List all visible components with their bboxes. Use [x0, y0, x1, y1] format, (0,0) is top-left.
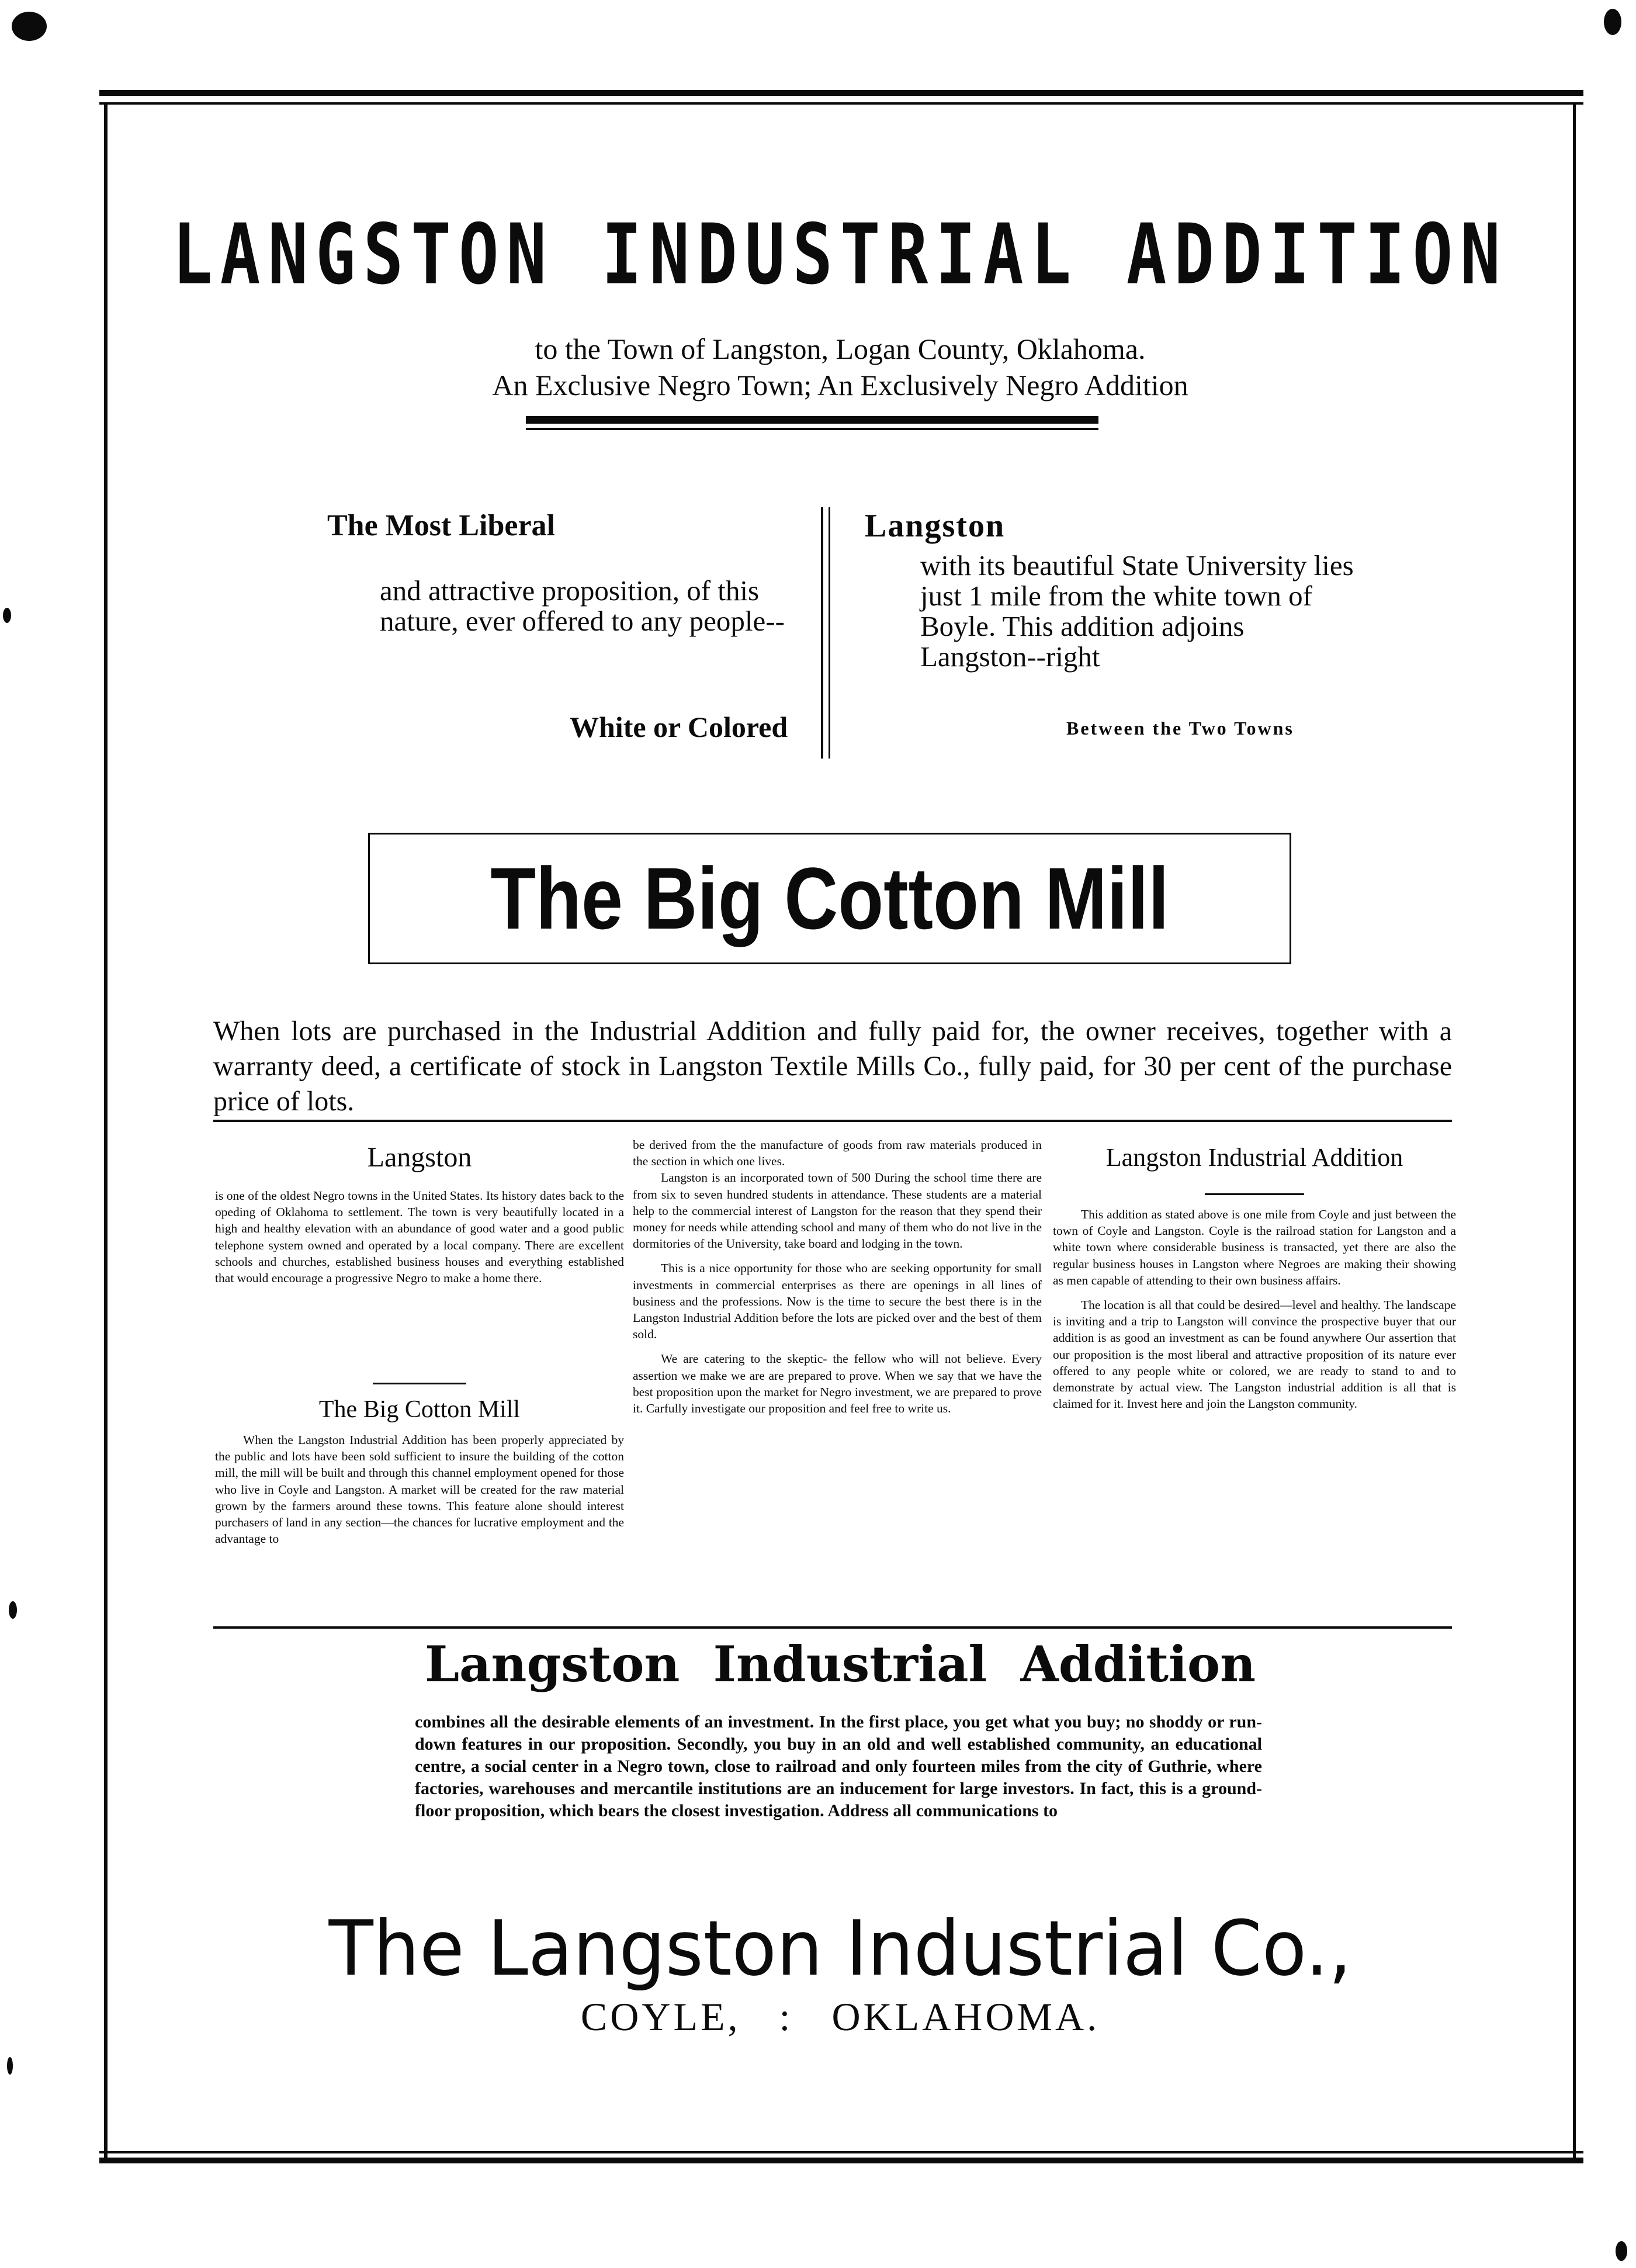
column1-subparagraph [215, 1432, 624, 1547]
scan-speck [12, 12, 47, 41]
column2-p1: be derived from the the manufacture of goods from raw materials produced in the section in which one lives. [633, 1138, 1042, 1169]
company-name: The Langston Industrial Co., [328, 1904, 1352, 1993]
subheading-line-1: to the Town of Langston, Logan County, Oklahoma. [535, 333, 1146, 365]
column2-p3: This is a nice opportunity for those who are seeking opportunity for small investments in commercial enterprises as there are openings in all lines of business and the professions. Now is the time to secure the best there is in the Langston Industrial Addition before the lots are picked over and the best of them sold. [633, 1261, 1042, 1342]
scan-speck [9, 1601, 17, 1619]
column3 [1053, 1206, 1456, 1412]
top-border-thick [99, 90, 1583, 96]
column1-subtext: When the Langston Industrial Addition has been properly appreciated by the public and lots have been sold sufficient to insure the building of the cotton mill, the mill will be built and through this channel employment opened for those who live in Coyle and Langston. A market will be created for the raw material grown by the farmers around these towns. This feature alone should interest purchasers of land in any section—the chances for lucrative employment and the advantage to [215, 1433, 624, 1546]
addition-body: combines all the desirable elements of an investment. In the first place, you get what you buy; no shoddy or run-down features in our proposition. Secondly, you buy in an old and well established community, an educational centre, a social center in a Negro town, close to railroad and only fourteen miles from the city of Guthrie, where factories, warehouses and mercantile institutions are an inducement for large investors. In fact, this is a ground-floor proposition, which bears the closest investigation. Address all communications to [415, 1712, 1262, 1820]
lots-paragraph: When lots are purchased in the Industrial Addition and fully paid for, the owner receives, together with a warranty deed, a certificate of stock in Langston Textile Mills Co., fully paid, for 30 per cent of the purchase price of lots. [213, 1016, 1452, 1117]
scan-speck [1616, 2241, 1627, 2261]
column2 [633, 1137, 1042, 1417]
subheading-rule-thin [526, 428, 1098, 430]
liberal-body: and attractive proposition, of this nature, ever offered to any people-- [380, 574, 785, 637]
subheading-rule-thick [526, 416, 1098, 424]
scan-speck [7, 2057, 13, 2075]
column1-heading: Langston [367, 1142, 472, 1173]
scan-speck [3, 608, 11, 623]
column3-p1: This addition as stated above is one mile from Coyle and just between the town of Coyle and Langston. Coyle is the railroad station for Langston and a white town where considerable business is transacted, yet there are also the regular business houses in Langston where Negroes are making their showing as men capable of attending to their own business affairs. [1053, 1207, 1456, 1287]
column1-subheading: The Big Cotton Mill [318, 1396, 521, 1423]
company-location: COYLE, : OKLAHOMA. [580, 1995, 1100, 2039]
langston-footer: Between the Two Towns [1066, 718, 1294, 739]
bottom-border-thick [99, 2158, 1583, 2163]
addition-heading: Langston Industrial Addition [424, 1635, 1256, 1693]
column-divider [821, 507, 823, 759]
liberal-heading: The Most Liberal [327, 509, 555, 542]
page-headline: LANGSTON INDUSTRIAL ADDITION [172, 206, 1508, 303]
column2-p2: Langston is an incorporated town of 500 During the school time there are from six to seven hundred students in attendance. These students are a material help to the commercial interest of Langston for the reason that they spend their money for needs while attending school and many of them who do not live in the dormitories of the University, take board and lodging in the town. [633, 1171, 1042, 1251]
left-border [104, 102, 108, 2158]
column3-heading: Langston Industrial Addition [1105, 1143, 1403, 1172]
scan-speck [1604, 9, 1621, 35]
banner-title: The Big Cotton Mill [490, 849, 1169, 947]
right-border [1573, 102, 1576, 2158]
bottom-border-thin [99, 2151, 1583, 2153]
column3-p2: The location is all that could be desired—level and healthy. The landscape is inviting and a trip to Langston will convince the prospective buyer that our addition is as good an investment as can be found anywhere Our assertion that our proposition is the most liberal and attractive proposition of its nature ever offered to any people white or colored, we are ready to stand to and to demonstrate by actual view. The Langston industrial addition is all that is claimed for it. Invest here and join the Langston community. [1053, 1298, 1456, 1411]
subheading-line-2: An Exclusive Negro Town; An Exclusively Negro Addition [492, 369, 1188, 401]
langston-body: with its beautiful State University lies just 1 mile from the white town of Boyle. This addition adjoins Langston--right [920, 549, 1354, 673]
top-border-thin [99, 102, 1583, 105]
column2-p4: We are catering to the skeptic- the fellow who will not believe. Every assertion we make we are are prepared to prove. When we say that we have the best proposition upon the market for Negro investment, we are prepared to prove it. Carfully investigate our proposition and feel free to write us. [633, 1352, 1042, 1416]
section-rule [213, 1120, 1452, 1122]
column1-divider [373, 1383, 466, 1384]
section-rule [213, 1626, 1452, 1629]
column3-divider [1205, 1193, 1304, 1195]
liberal-footer: White or Colored [570, 711, 788, 743]
column1-text: is one of the oldest Negro towns in the United States. Its history dates back to the opeding of Oklahoma to settlement. The town is very beautifully located in a high and healthy elevation with an abundance of good water and a good public telephone system owned and operated by a local company. There are excellent schools and churches, established business houses and everything established that would encourage a progressive Negro to make a home there. [215, 1189, 624, 1286]
langston-heading: Langston [865, 508, 1006, 544]
column-divider [829, 507, 830, 759]
column1-paragraph [215, 1187, 624, 1286]
